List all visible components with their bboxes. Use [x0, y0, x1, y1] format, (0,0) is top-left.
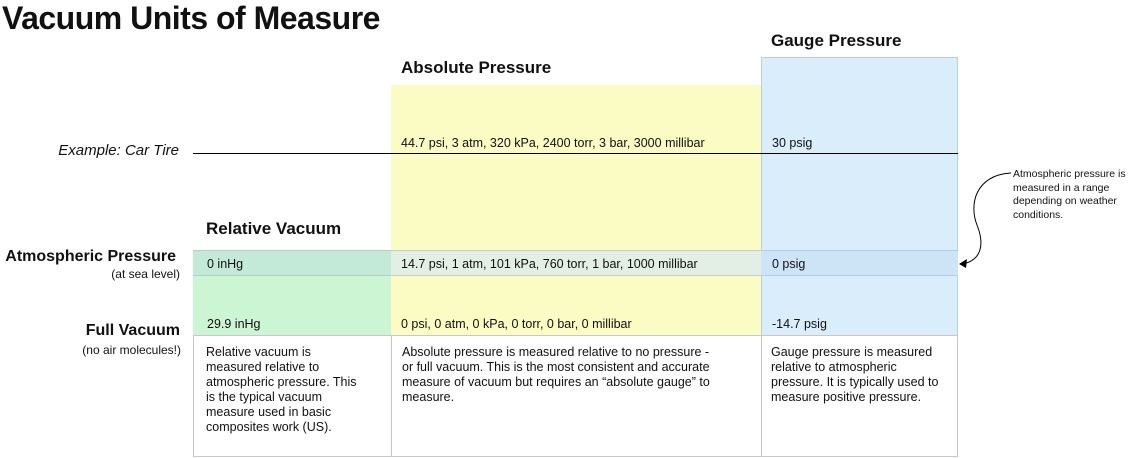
relative-description: Relative vacuum is measured relative to atmospheric pressure. This is the typical vacuum measure used in basic composites work (US).	[206, 345, 357, 434]
absolute-description: Absolute pressure is measured relative to no pressure - or full vacuum. This is the most consistent and accurate measure of vacuum but requires an “absolute gauge” to measure.	[402, 345, 710, 404]
gauge-pressure-heading: Gauge Pressure	[771, 31, 902, 50]
atmospheric-pressure-label: Atmospheric Pressure	[5, 248, 176, 265]
full-vacuum-sublabel: (no air molecules!)	[82, 343, 181, 357]
atmospheric-pressure-sublabel: (at sea level)	[111, 267, 180, 281]
car-tire-label: Example: Car Tire	[58, 142, 179, 159]
car-tire-line	[193, 153, 958, 154]
gauge-description: Gauge pressure is measured relative to atmospheric pressure. It is typically used to measure positive pressure.	[771, 345, 939, 404]
relative-vacuum-heading: Relative Vacuum	[206, 219, 342, 238]
atmospheric-gauge-value: 0 psig	[772, 257, 806, 271]
gauge-column-bg	[761, 57, 958, 335]
absolute-pressure-heading: Absolute Pressure	[401, 58, 552, 77]
weather-annotation: Atmospheric pressure is measured in a range depending on weather conditions.	[1013, 168, 1126, 221]
atmospheric-relative-value: 0 inHg	[207, 257, 244, 271]
atmospheric-absolute-value: 14.7 psi, 1 atm, 101 kPa, 760 torr, 1 bar, 1000 millibar	[401, 257, 698, 271]
full-vacuum-absolute-value: 0 psi, 0 atm, 0 kPa, 0 torr, 0 bar, 0 millibar	[401, 317, 632, 331]
full-vacuum-label: Full Vacuum	[85, 322, 180, 339]
full-vacuum-relative-value: 29.9 inHg	[207, 317, 261, 331]
absolute-column-bg	[391, 85, 761, 335]
page-title: Vacuum Units of Measure	[2, 0, 380, 36]
car-tire-gauge-value: 30 psig	[772, 136, 813, 150]
annotation-arrow-icon	[955, 165, 1015, 270]
car-tire-absolute-value: 44.7 psi, 3 atm, 320 kPa, 2400 torr, 3 bar, 3000 millibar	[401, 136, 705, 150]
full-vacuum-gauge-value: -14.7 psig	[772, 317, 827, 331]
